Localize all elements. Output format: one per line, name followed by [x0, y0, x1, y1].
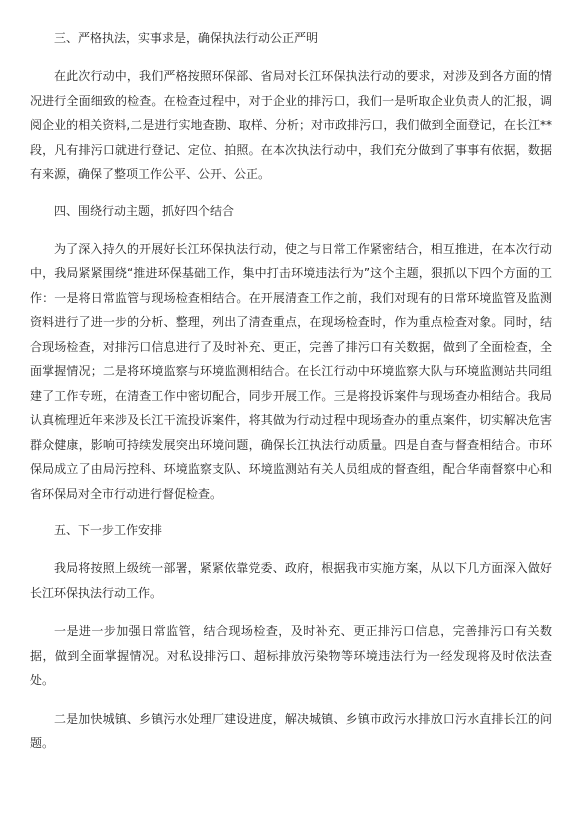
section-heading: 三、严格执法，实事求是，确保执法行动公正严明 — [54, 31, 319, 45]
paragraph: 为了深入持久的开展好长江环保执法行动，使之与日常工作紧密结合，相互推进，在本次行动中，我局紧紧围绕“推进环保基础工作，集中打击环境违法行为”这个主题，狠抓以下四个方面的工作：一是将日常监管与现场检查相结合。在开展清查工作之前，我们对现有的日常环境监管及监测资料进行了进一步的分析、整理，列出了清查重点，在现场检查时，作为重点检查对象。同时，结合现场检查，对排污口信息进行了及时补充、更正，完善了排污口有关数据，做到了全面检查，全面掌握情况；二是将环境监察与环境监测相结合。在长江行动中环境监察大队与环境监测站共同组建了工作专班，在清查工作中密切配合，同步开展工作。三是将投诉案件与现场查办相结合。我局认真梳理近年来涉及长江干流投诉案件，将其做为行动过程中现场查办的重点案件，切实解决危害群众健康，影响可持续发展突出环境问题，确保长江执法行动质量。四是自查与督查相结合。市环保局成立了由局污控科、环境监察支队、环境监测站有关人员组成的督查组，配合华南督察中心和省环保局对全市行动进行督促检查。 — [30, 241, 552, 501]
section-heading: 五、下一步工作安排 — [54, 523, 163, 537]
paragraph: 一是进一步加强日常监管，结合现场检查，及时补充、更正排污口信息，完善排污口有关数据，做到全面掌握情况。对私设排污口、超标排放污染物等环境违法行为一经发现将及时依法查处。 — [30, 624, 552, 687]
paragraph: 二是加快城镇、乡镇污水处理厂建设进度，解决城镇、乡镇市政污水排放口污水直排长江的问题。 — [30, 711, 552, 750]
section-heading: 四、围绕行动主题，抓好四个结合 — [54, 203, 235, 218]
paragraph: 在此次行动中，我们严格按照环保部、省局对长江环保执法行动的要求，对涉及到各方面的情况进行全面细致的检查。在检查过程中，对于企业的排污口，我们一是听取企业负责人的汇报，调阅企业的相关资料,二是进行实地查勘、取样、分析；对市政排污口，我们做到全面登记，在长江**段，凡有排污口就进行登记、定位、拍照。在本次执法行动中，我们充分做到了事事有依据，数据有来源，确保了整项工作公平、公开、公正。 — [30, 69, 552, 181]
paragraph: 我局将按照上级统一部署，紧紧依靠党委、政府，根据我市实施方案，从以下几方面深入做好长江环保执法行动工作。 — [30, 561, 552, 600]
